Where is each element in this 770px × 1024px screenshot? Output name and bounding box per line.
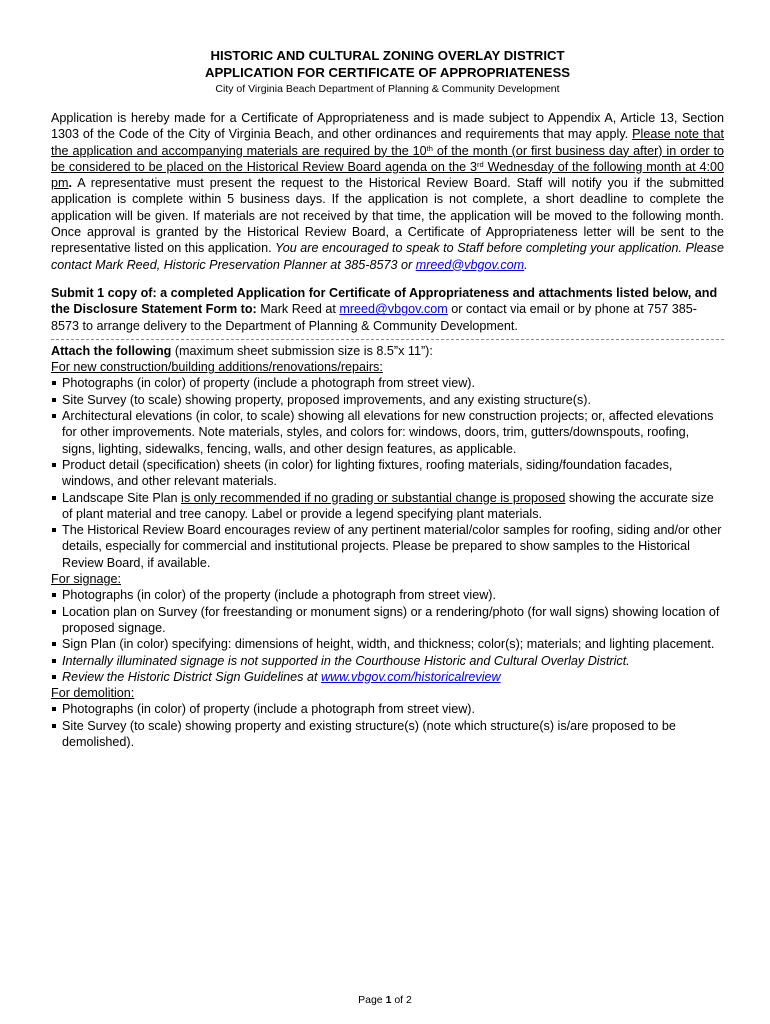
list-item: Product detail (specification) sheets (in color) for lighting fixtures, roofing materials, siding/foundation facades, windows, and other relevant materials. — [51, 457, 724, 490]
signage-heading: For signage: — [51, 572, 122, 587]
intro-paragraph: Application is hereby made for a Certificate of Appropriateness and is made subject to Appendix A, Article 13, Section 1303 of the Code of the City of Virginia Beach, and other ordinances and requirements that may apply. Please note that the application and accompanying materials are required by the 10th of the month (or first business day after) in order to be considered to be placed on the Historical Review Board agenda on the 3rd Wednesday of the following month at 4:00 pm. A representative must present the request to the Historical Review Board. Staff will notify you if the submitted application is complete within 5 business days. If the application is not complete, a short deadline to complete the application will be given. If materials are not received by that time, the application will be moved to the following month. Once approval is granted by the Historical Review Board, a Certificate of Appropriateness letter will be sent to the representative listed on this application. You are encouraged to speak to Staff before completing your application. Please contact Mark Reed, Historic Preservation Planner at 385-8573 or mreed@vbgov.com. — [51, 111, 724, 272]
submit-email-link[interactable]: mreed@vbgov.com — [339, 302, 448, 317]
document-title-line2: APPLICATION FOR CERTIFICATE OF APPROPRIATENESS — [204, 65, 571, 80]
submit-paragraph: Submit 1 copy of: a completed Application for Certificate of Appropriateness and attachments listed below, and the Disclosure Statement Form to: Mark Reed at mreed@vbgov.com or contact via email or by phone at 757 385-8573 to arrange delivery to the Department of Planning & Community Development. — [51, 285, 718, 333]
intro-text-1: Application is hereby made for a Certificate of Appropriateness and is made subject to Appendix A, Article 13, Section 1303 of the Code of the City of Virginia Beach, and other ordinances and requirements that may apply. — [51, 111, 724, 142]
list-item: Photographs (in color) of the property (include a photograph from street view). — [51, 587, 724, 603]
demolition-heading: For demolition: — [51, 686, 135, 701]
document-title-line1: HISTORIC AND CULTURAL ZONING OVERLAY DISTRICT — [210, 48, 565, 63]
page-number: 1 — [385, 994, 392, 1006]
intro-text-2: A representative must present the request to the Historical Review Board. Staff will notify you if the submitted application is complete within 5 business days. If the application is not complete, a short deadline to complete the application will be given. If materials are not received by that time, the application will be moved to the following month. Once approval is granted by the Historical Review Board, a Certificate of Appropriateness letter will be sent to the representative listed on this application. — [51, 176, 724, 256]
page-footer: Page 1 of 2 — [358, 994, 412, 1006]
deadline-note: Please note that the application and accompanying materials are required by the 10th of the month (or first business day after) in order to be considered to be placed on the Historical Review Board agenda on the 3rd Wednesday of the following month at 4:00 pm — [51, 127, 724, 191]
page-total: 2 — [406, 994, 412, 1006]
list-item: Photographs (in color) of property (include a photograph from street view). — [51, 701, 724, 717]
list-item: The Historical Review Board encourages review of any pertinent material/color samples for roofing, siding and/or other details, especially for commercial and institutional projects. Please be prepared to show samples to the Historical Review Board, if available. — [51, 522, 724, 571]
sign-guidelines-link[interactable]: www.vbgov.com/historicalreview — [320, 669, 501, 684]
list-item: Site Survey (to scale) showing property and existing structure(s) (note which structure(s) is/are proposed to be demolished). — [51, 718, 724, 751]
list-item: Photographs (in color) of property (include a photograph from street view). — [51, 375, 724, 391]
list-item: Landscape Site Plan is only recommended if no grading or substantial change is proposed showing the accurate size of plant material and tree canopy. Label or provide a legend specifying plant materials. — [51, 490, 724, 523]
demolition-list — [51, 701, 724, 750]
list-item: Location plan on Survey (for freestanding or monument signs) or a rendering/photo (for wall signs) showing location of proposed signage. — [51, 604, 724, 637]
list-item: Architectural elevations (in color, to scale) showing all elevations for new construction projects; or, affected elevations for other improvements. Note materials, styles, and colors for: windows, doors, trim, gutters/downspouts, roofing, signs, lighting, sidewalks, fencing, walls, and other design features, as applicable. — [51, 408, 724, 457]
list-item: Review the Historic District Sign Guidelines at www.vbgov.com/historicalreview — [51, 669, 724, 685]
section-divider — [51, 339, 724, 340]
contact-note: You are encouraged to speak to Staff before completing your application. Please contact Mark Reed, Historic Preservation Planner at 385-8573 or mreed@vbgov.com. — [51, 241, 724, 272]
document-page — [51, 0, 724, 750]
list-item: Sign Plan (in color) specifying: dimensions of height, width, and thickness; color(s); materials; and lighting placement. — [51, 636, 724, 652]
submit-instructions: Submit 1 copy of: a completed Application for Certificate of Appropriateness and attachments listed below, and the Disclosure Statement Form to: — [51, 285, 718, 317]
list-item: Site Survey (to scale) showing property, proposed improvements, and any existing structure(s). — [51, 392, 724, 408]
email-link[interactable]: mreed@vbgov.com — [415, 257, 525, 272]
list-item: Internally illuminated signage is not supported in the Courthouse Historic and Cultural Overlay District. — [51, 653, 724, 669]
department-subtitle: City of Virginia Beach Department of Planning & Community Development — [215, 83, 560, 95]
construction-heading: For new construction/building additions/renovations/repairs: — [51, 360, 383, 375]
construction-list — [51, 375, 724, 571]
attach-heading: Attach the following (maximum sheet submission size is 8.5”x 11”): — [51, 343, 433, 358]
signage-list — [51, 587, 724, 685]
